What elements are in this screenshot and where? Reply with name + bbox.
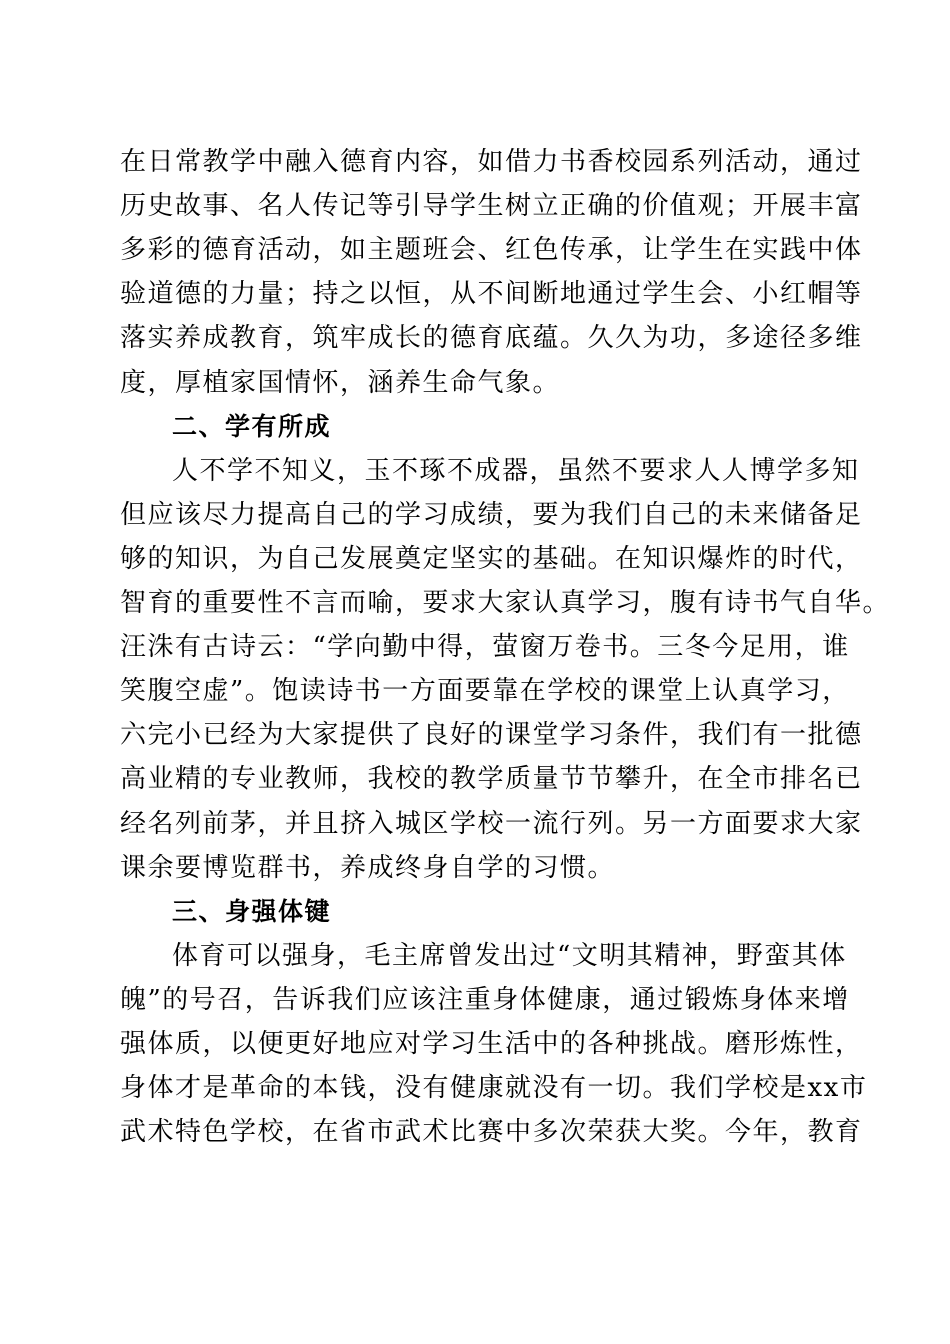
paragraph-1-line-3: 多彩的德育活动，如主题班会、红色传承，让学生在实践中体 (120, 235, 863, 265)
paragraph-1-line-6: 度，厚植家国情怀，涵养生命气象。 (120, 368, 561, 398)
section-heading-2: 二、学有所成 (172, 412, 332, 441)
paragraph-3-line-2: 魄”的号召，告诉我们应该注重身体健康，通过锻炼身体来增 (120, 985, 850, 1015)
paragraph-3-line-3: 强体质，以便更好地应对学习生活中的各种挑战。磨形炼性， (120, 1029, 863, 1059)
paragraph-2-line-4: 智育的重要性不言而喻，要求大家认真学习，腹有诗书气自华。 (120, 588, 891, 618)
paragraph-1-line-1: 在日常教学中融入德育内容，如借力书香校园系列活动，通过 (120, 147, 863, 177)
paragraph-2-line-9: 经名列前茅，并且挤入城区学校一流行列。另一方面要求大家 (120, 809, 863, 839)
paragraph-3-line-5: 武术特色学校，在省市武术比赛中多次荣获大奖。今年，教育 (120, 1117, 863, 1147)
paragraph-1-line-5: 落实养成教育，筑牢成长的德育底蕴。久久为功，多途径多维 (120, 323, 863, 353)
paragraph-2-line-1: 人不学不知义，玉不琢不成器，虽然不要求人人博学多知 (172, 456, 860, 486)
paragraph-3-line-1: 体育可以强身，毛主席曾发出过“文明其精神，野蛮其体 (172, 941, 847, 971)
paragraph-1-line-2: 历史故事、名人传记等引导学生树立正确的价值观；开展丰富 (120, 191, 863, 221)
paragraph-2-line-3: 够的知识，为自己发展奠定坚实的基础。在知识爆炸的时代， (120, 544, 863, 574)
paragraph-2-line-10: 课余要博览群书，养成终身自学的习惯。 (120, 853, 616, 883)
paragraph-3-line-4: 身体才是革命的本钱，没有健康就没有一切。我们学校是xx市 (120, 1073, 868, 1103)
paragraph-2-line-7: 六完小已经为大家提供了良好的课堂学习条件，我们有一批德 (120, 720, 863, 750)
paragraph-1-line-4: 验道德的力量；持之以恒，从不间断地通过学生会、小红帽等 (120, 279, 863, 309)
section-heading-3: 三、身强体键 (172, 897, 332, 926)
paragraph-2-line-2: 但应该尽力提高自己的学习成绩，要为我们自己的未来储备足 (120, 500, 863, 530)
paragraph-2-line-8: 高业精的专业教师，我校的教学质量节节攀升，在全市排名已 (120, 764, 863, 794)
paragraph-2-line-5: 汪洙有古诗云：“学向勤中得，萤窗万卷书。三冬今足用，谁 (120, 632, 850, 662)
paragraph-2-line-6: 笑腹空虚”。饱读诗书一方面要靠在学校的课堂上认真学习， (120, 676, 850, 706)
